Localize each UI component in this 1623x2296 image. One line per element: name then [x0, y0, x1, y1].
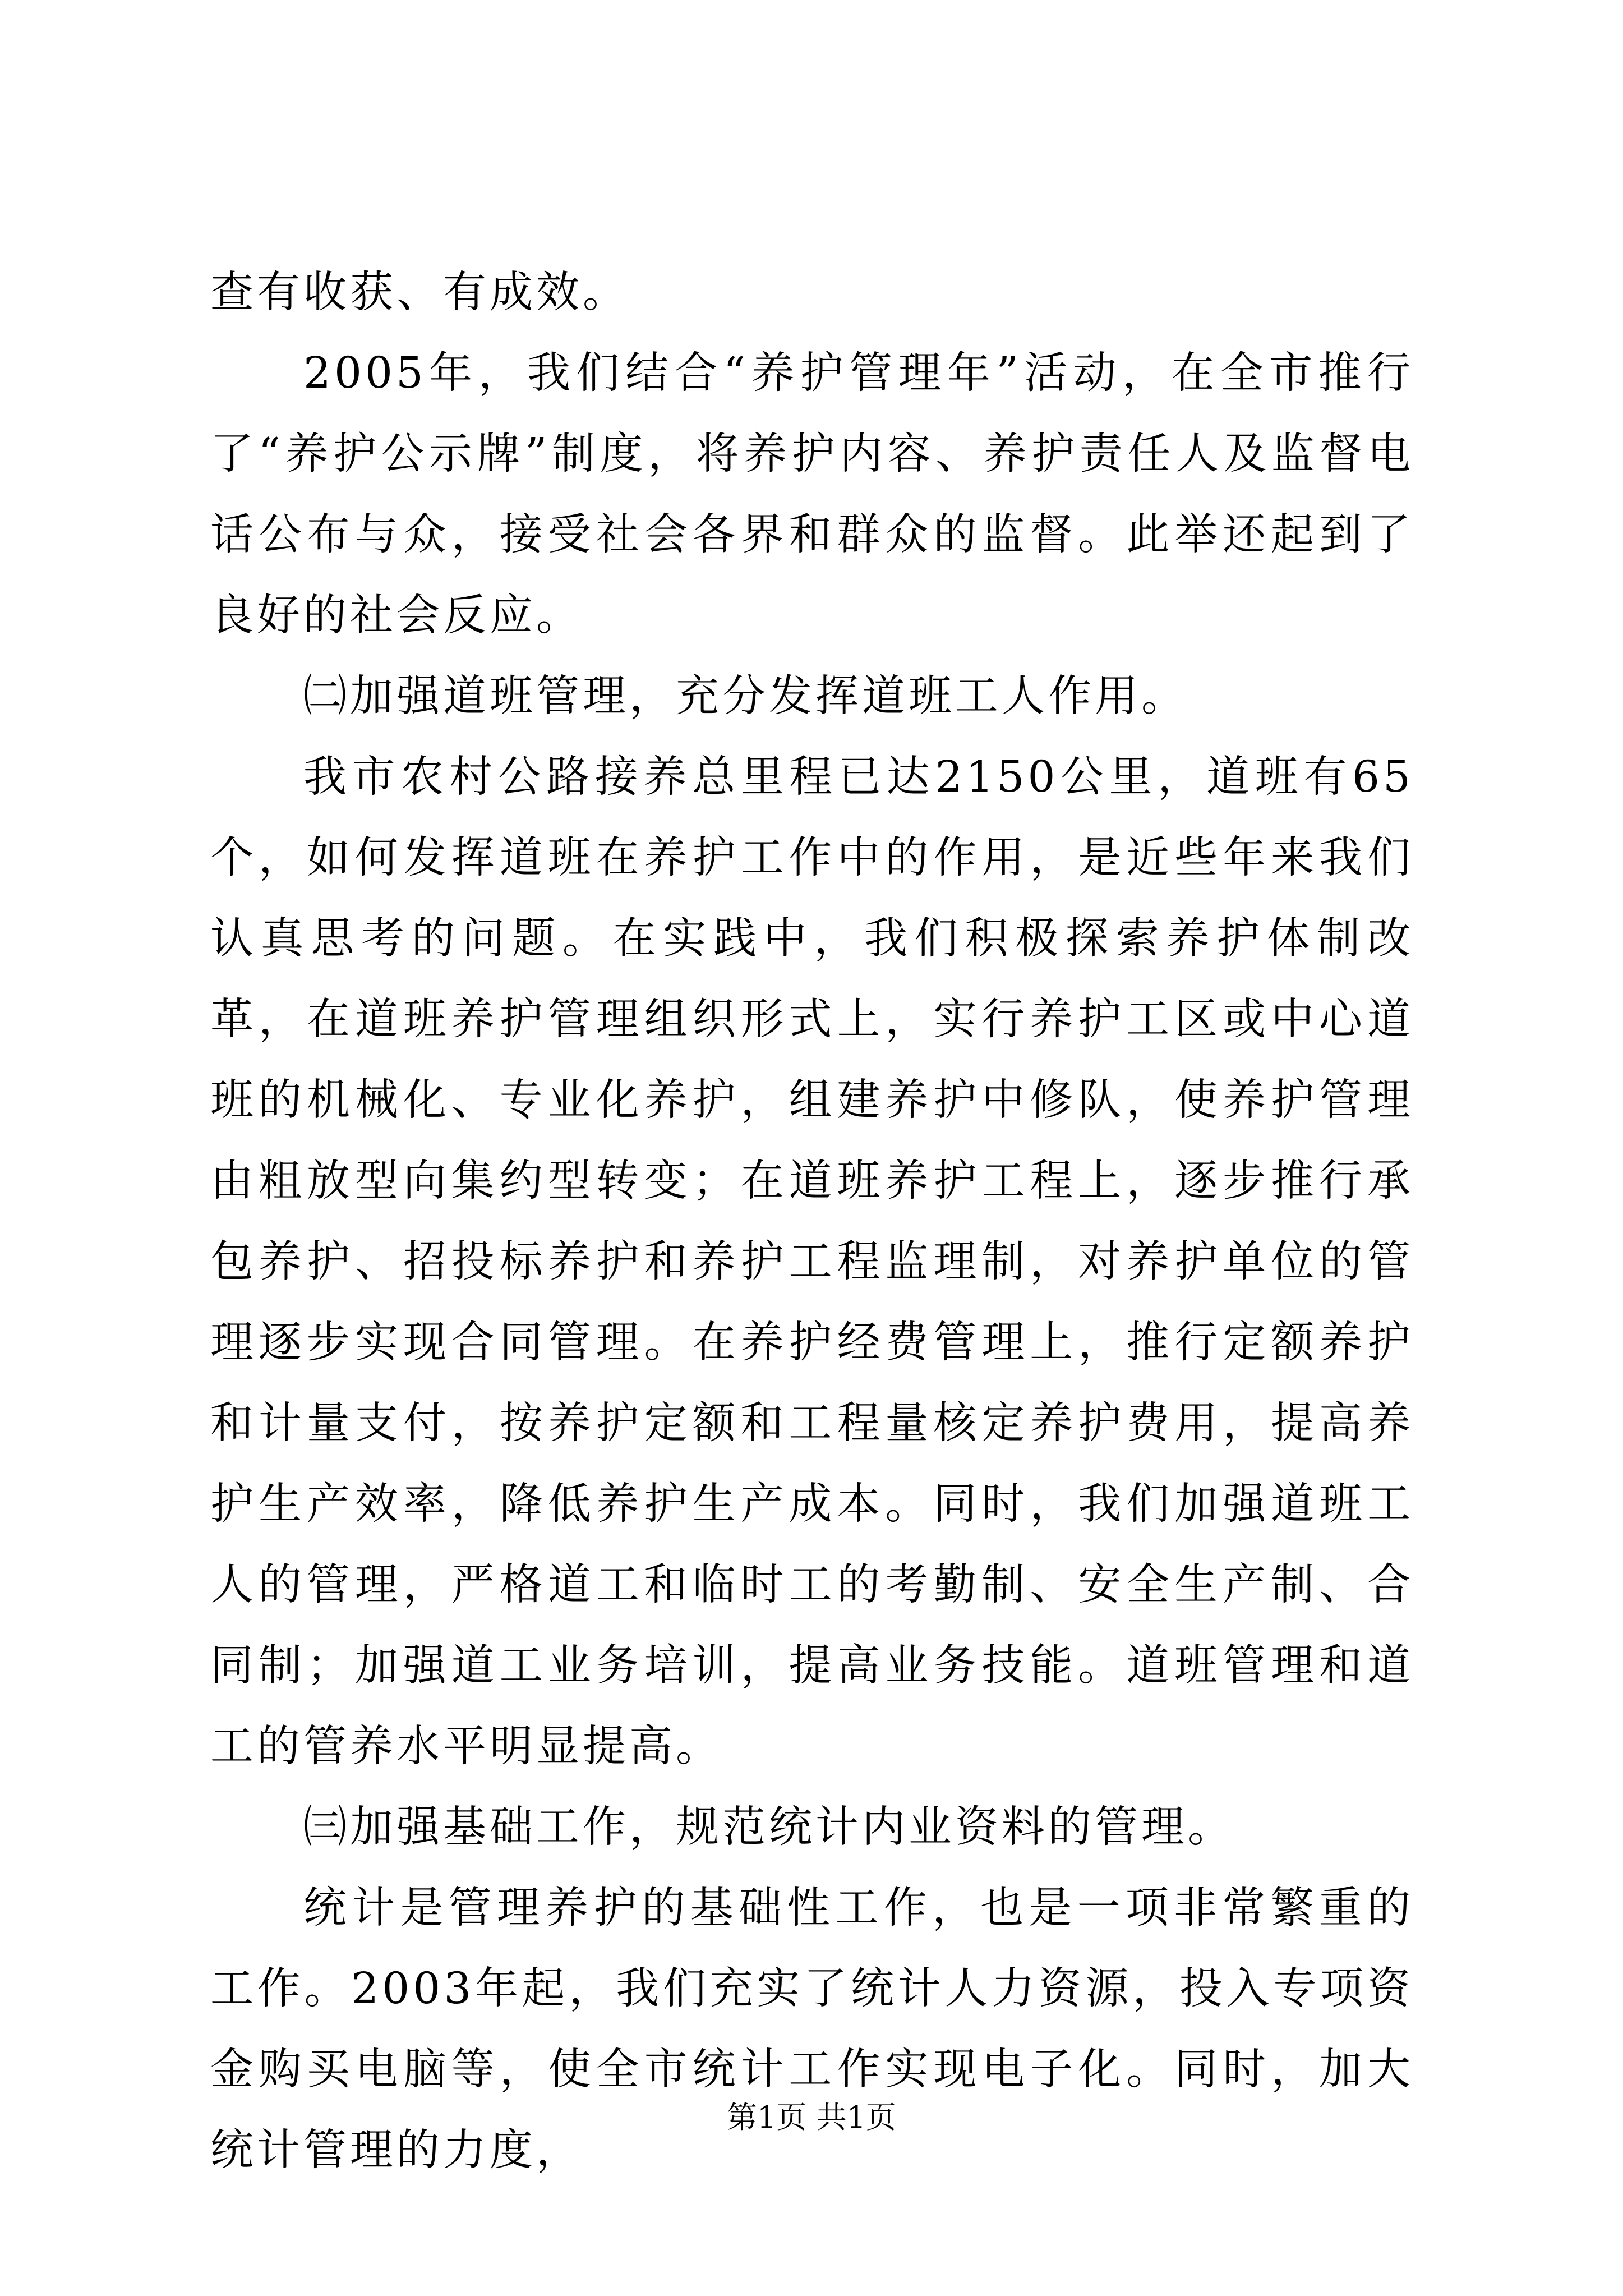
- page-footer: 第1页 共1页: [727, 2100, 896, 2135]
- section-heading-2: ㈡加强道班管理，充分发挥道班工人作用。: [303, 671, 1188, 721]
- paragraph-3: 我市农村公路接养总里程已达2150公里，道班有65个，如何发挥道班在养护工作中的作用，是近些年来我们认真思考的问题。在实践中，我们积极探索养护体制改革，在道班养护管理组织形式上，实行养护工区或中心道班的机械化、专业化养护，组建养护中修队，使养护管理由粗放型向集约型转变；在道班养护工程上，逐步推行承包养护、招投标养护和养护工程监理制，对养护单位的管理逐步实现合同管理。在养护经费管理上，推行定额养护和计量支付，按养护定额和工程量核定养护费用，提高养护生产效率，降低养护生产成本。同时，我们加强道班工人的管理，严格道工和临时工的考勤制、安全生产制、合同制；加强道工业务培训，提高业务技能。道班管理和道工的管养水平明显提高。: [210, 752, 1414, 1772]
- section-heading-3: ㈢加强基础工作，规范统计内业资料的管理。: [303, 1802, 1234, 1852]
- paragraph-2: 2005年，我们结合“养护管理年”活动，在全市推行了“养护公示牌”制度，将养护内容、养护责任人及监督电话公布与众，接受社会各界和群众的监督。此举还起到了良好的社会反应。: [210, 348, 1414, 641]
- paragraph-4: 统计是管理养护的基础性工作，也是一项非常繁重的工作。2003年起，我们充实了统计人力资源，投入专项资金购买电脑等，使全市统计工作实现电子化。同时，加大统计管理的力度，: [210, 1883, 1414, 2175]
- paragraph-1: 查有收获、有成效。: [210, 268, 629, 318]
- body-text: [210, 252, 1414, 2191]
